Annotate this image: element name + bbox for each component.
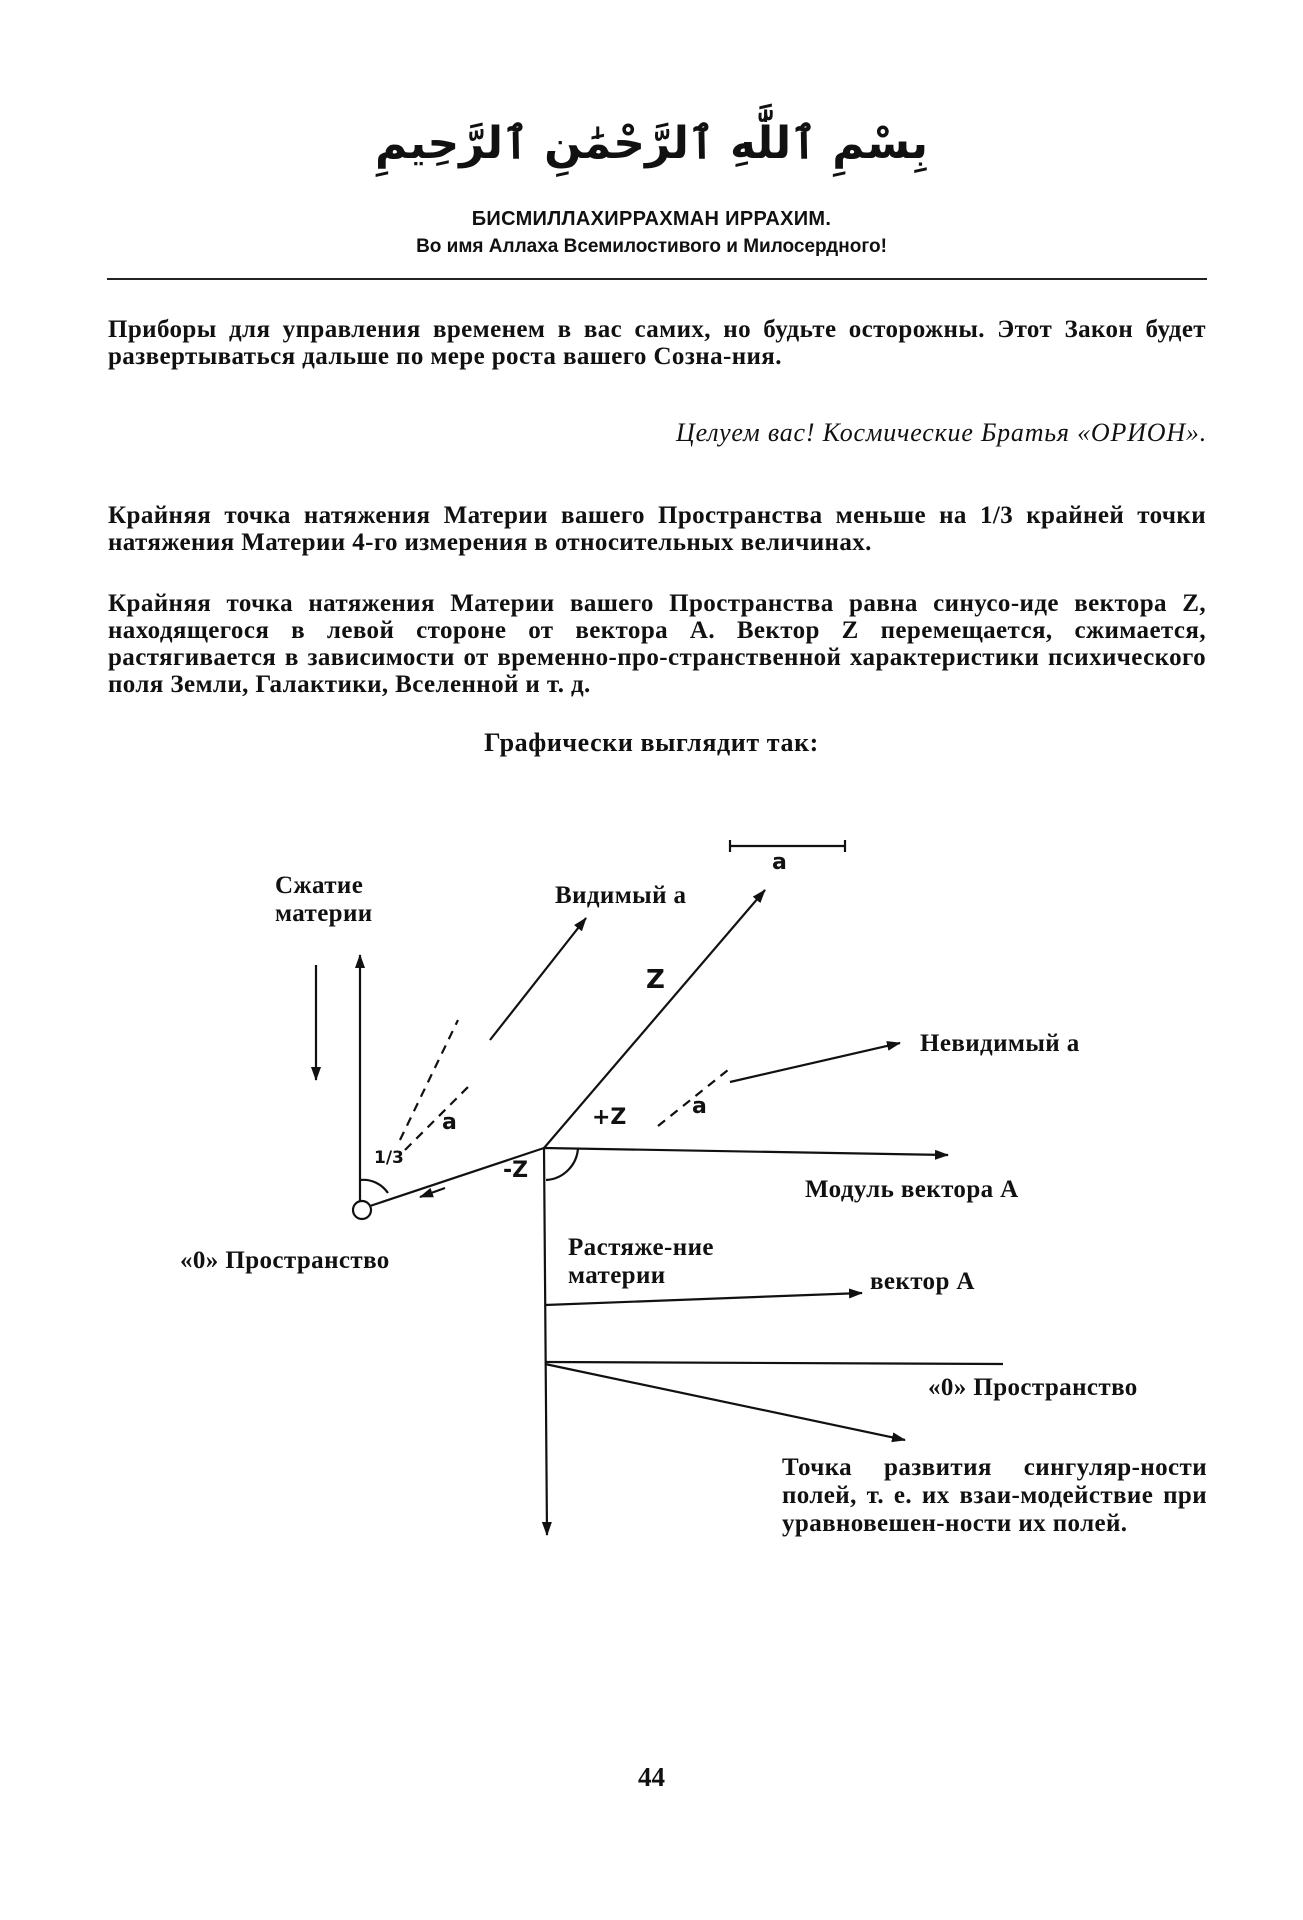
visible-a-arrow	[490, 918, 586, 1040]
signature: Целуем вас! Космические Братья «ОРИОН».	[676, 418, 1207, 447]
page-number: 44	[638, 1762, 665, 1792]
label-module-vector-a: Модуль вектора А	[805, 1176, 1019, 1203]
hand-label-z: Z	[646, 965, 665, 995]
minus-z-small-arrow	[420, 1188, 445, 1197]
invisible-a-arrow	[730, 1043, 900, 1082]
label-stretch: Растяже-ние материи	[568, 1234, 714, 1289]
label-invisible-a: Невидимый а	[920, 1030, 1080, 1057]
hand-label-minus-z: -Z	[503, 1158, 529, 1183]
header-subtitle: Во имя Аллаха Всемилостивого и Милосердного!	[416, 236, 887, 257]
hand-label-a-right: a	[692, 1094, 707, 1119]
label-visible-a: Видимый а	[555, 882, 687, 909]
hand-label-third: 1/3	[374, 1148, 404, 1168]
origin-circle	[353, 1201, 371, 1219]
header-title: БИСМИЛЛАХИРРАХМАН ИРРАХИМ.	[471, 208, 832, 230]
basmala-calligraphy: بِسْمِ ٱللَّٰهِ ٱلرَّحْمَٰنِ ٱلرَّحِيمِ	[374, 118, 929, 169]
label-vector-a: вектор А	[870, 1268, 975, 1295]
dashed-vector-2	[405, 1085, 470, 1150]
paragraph-3: Крайняя точка натяжения Материи вашего Пространства равна синусо-иде вектора Z, находящегося в левой стороне от вектора А. Вектор Z перемещается, сжимается, растягивается в зависимости от временно-про-странственной характеристики психического поля Земли, Галактики, Вселенной и т. д.	[108, 590, 1206, 698]
vector-a-arrow	[545, 1293, 862, 1305]
module-a-arrow	[544, 1148, 948, 1155]
label-compression: Сжатие материи	[275, 872, 373, 927]
hand-label-plus-z: +Z	[592, 1105, 627, 1130]
label-zero-space-right: «0» Пространство	[928, 1374, 1138, 1401]
third-arc	[360, 1180, 388, 1193]
paragraph-2: Крайняя точка натяжения Материи вашего Пространства меньше на 1/3 крайней точки натяжения Материи 4-го измерения в относительных величинах.	[108, 502, 1206, 556]
hand-label-a-top: a	[772, 850, 787, 875]
hand-label-a-left: a	[442, 1110, 457, 1135]
singularity-arrow	[545, 1364, 905, 1440]
paragraph-1: Приборы для управления временем в вас самих, но будьте осторожны. Этот Закон будет развертываться дальше по мере роста вашего Созна-ния.	[108, 316, 1206, 370]
joint-arc	[546, 1148, 578, 1180]
label-singularity: Точка развития сингуляр-ности полей, т. е. их взаи-модействие при уравновешен-ности их полей.	[782, 1454, 1207, 1537]
diagram-caption: Графически выглядит так:	[484, 728, 819, 757]
label-zero-space-left: «0» Пространство	[180, 1247, 390, 1274]
main-vertical-axis	[544, 1148, 547, 1535]
zero-space-line	[545, 1362, 1003, 1364]
